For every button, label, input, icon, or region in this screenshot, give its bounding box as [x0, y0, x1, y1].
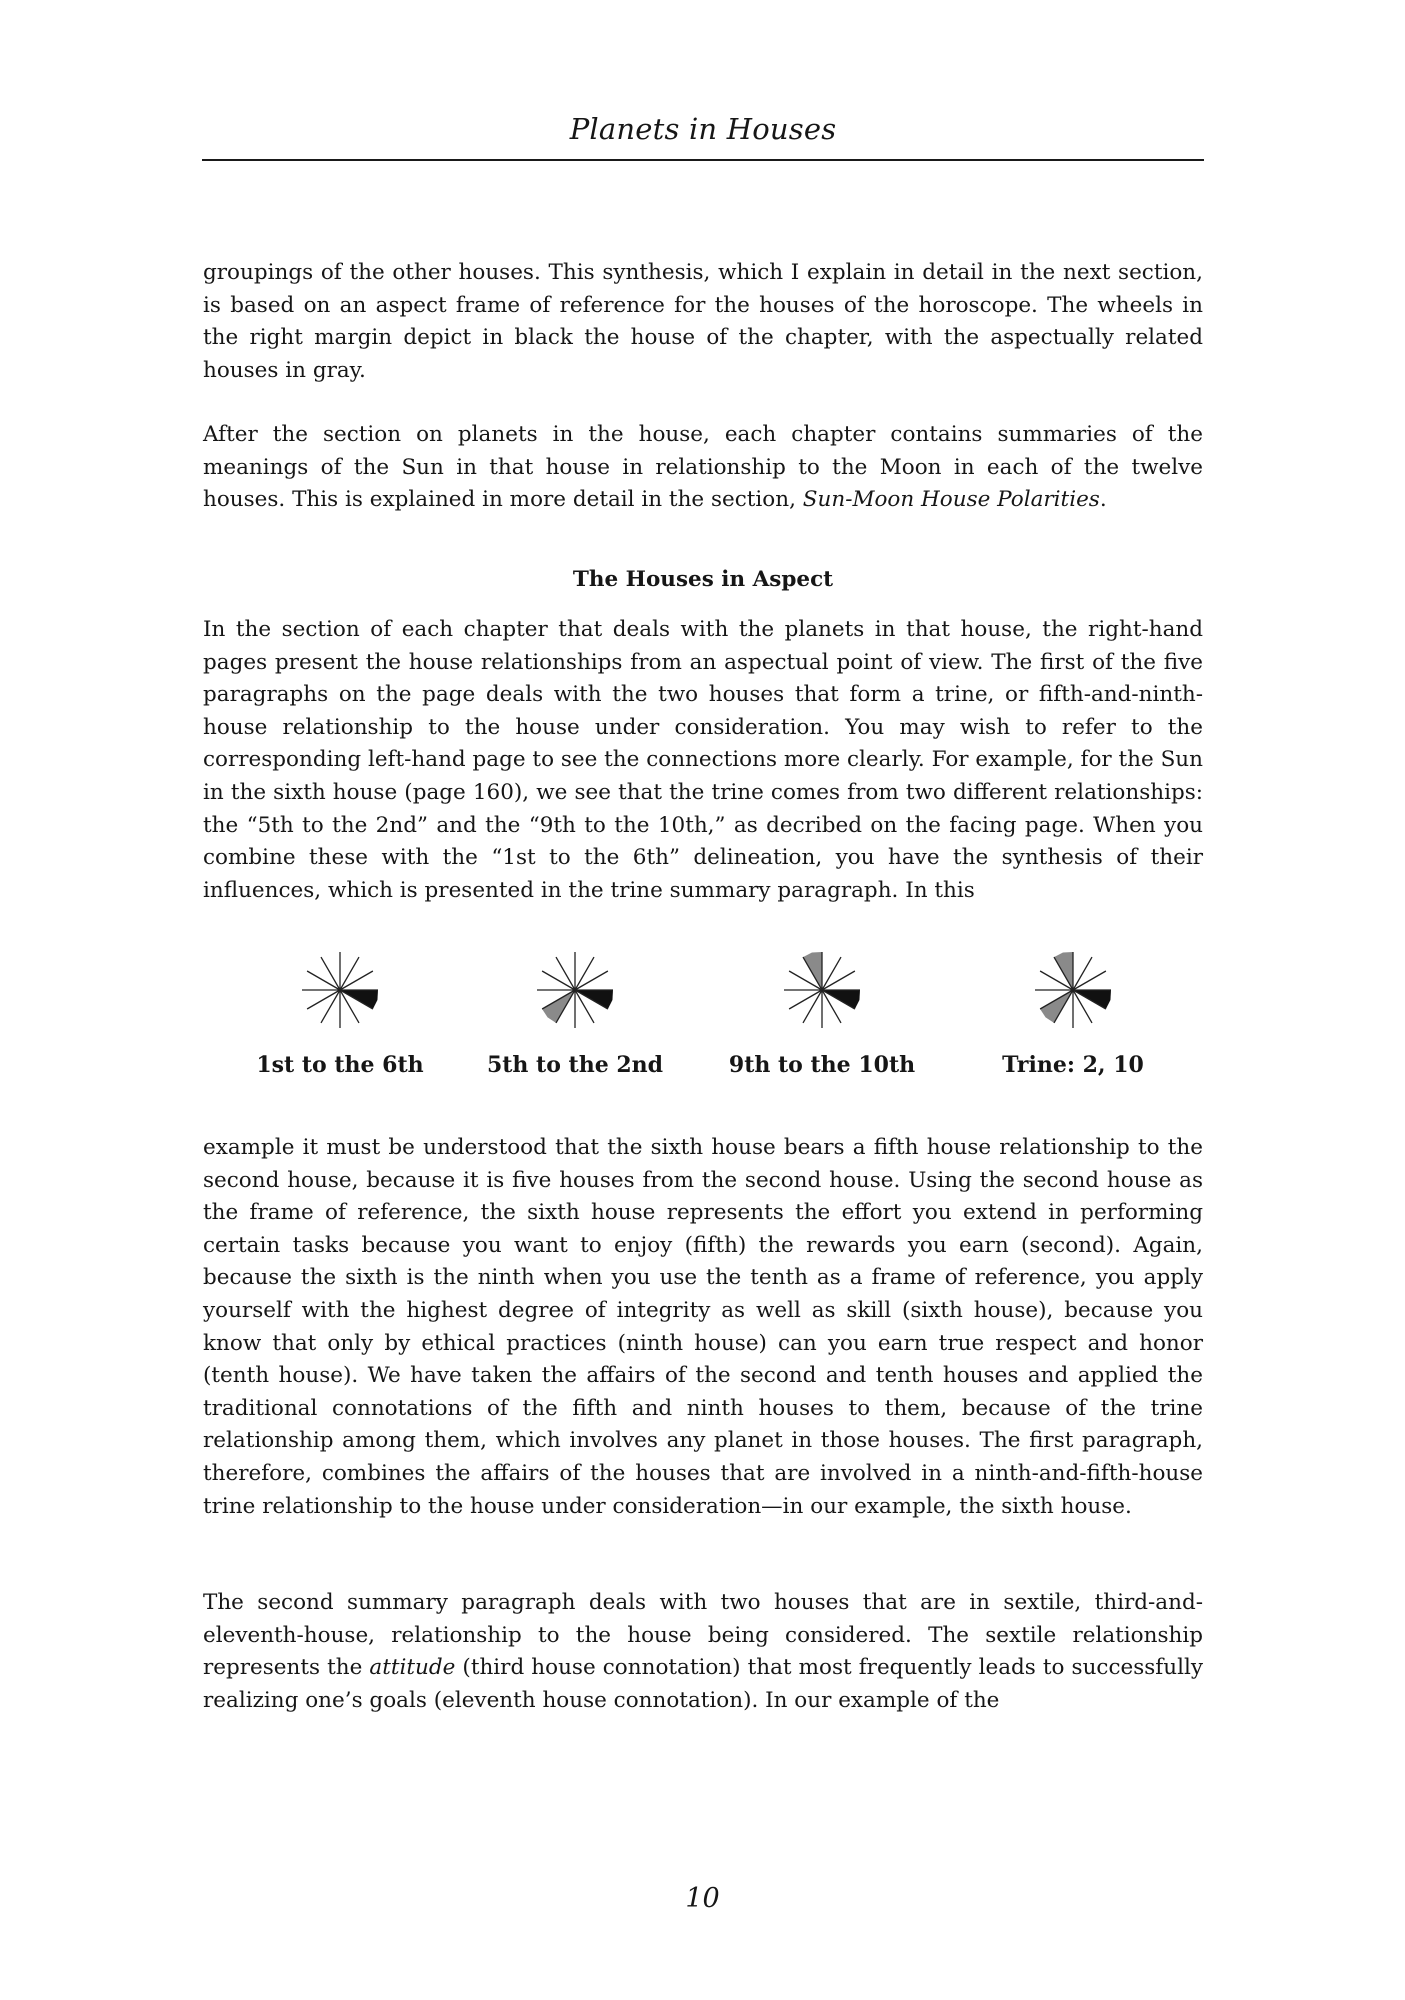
running-header: Planets in Houses: [569, 112, 837, 146]
wheel-3-icon: [777, 945, 867, 1035]
house-wheel-4: [993, 945, 1153, 1095]
paragraph-5-end: (third house connotation) that most frequently leads to successfully realizing one’s goals (eleventh house connotation). In our example of the: [203, 1655, 1203, 1713]
section-title: The Houses in Aspect: [572, 567, 834, 592]
wheel-4-label: Trine: 2, 10: [1002, 1052, 1144, 1078]
house-wheel-2: [486, 945, 664, 1095]
house-wheel-1: [256, 945, 424, 1095]
wheel-2-icon: [530, 945, 620, 1035]
wheel-1-label: 1st to the 6th: [256, 1052, 424, 1078]
paragraph-5-emphasis: attitude: [369, 1655, 456, 1681]
wheel-3-label: 9th to the 10th: [728, 1052, 916, 1078]
page-number: 10: [685, 1883, 720, 1914]
paragraph-2: [203, 419, 1203, 517]
wheel-4-icon: [1028, 945, 1118, 1035]
paragraph-2-emphasis: Sun-Moon House Polarities: [802, 487, 1100, 513]
paragraph-5: [203, 1587, 1203, 1717]
wheel-2-label: 5th to the 2nd: [486, 1052, 664, 1078]
paragraph-5-text: The second summary paragraph deals with two houses that are in sextile, third-and-eleventh-house, relationship to the house being considered. The sextile relationship represents the: [203, 1590, 1203, 1681]
paragraph-3: In the section of each chapter that deals with the planets in that house, the right-hand pages present the house relationships from an aspectual point of view. The first of the five paragraphs on the page deals with the two houses that form a trine, or fifth-and-ninth-house relationship to the house under consideration. You may wish to refer to the corresponding left-hand page to see the connections more clearly. For example, for the Sun in the sixth house (page 160), we see that the trine comes from two different relationships: the “5th to the 2nd” and the “9th to the 10th,” as decribed on the facing page. When you combine these with the “1st to the 6th” delineation, you have the synthesis of their influences, which is presented in the trine summary paragraph. In this: [203, 617, 1203, 903]
house-wheels-figure: [0, 945, 1405, 1095]
paragraph-1: groupings of the other houses. This synthesis, which I explain in detail in the next section, is based on an aspect frame of reference for the houses of the horoscope. The wheels in the right margin depict in black the house of the chapter, with the aspectually related houses in gray.: [203, 260, 1203, 383]
header-rule: [202, 159, 1204, 161]
paragraph-4: example it must be understood that the sixth house bears a fifth house relationship to the second house, because it is five houses from the second house. Using the second house as the frame of reference, the sixth house represents the effort you extend in performing certain tasks because you want to enjoy (fifth) the rewards you earn (second). Again, because the sixth is the ninth when you use the tenth as a frame of reference, you apply yourself with the highest degree of integrity as well as skill (sixth house), because you know that only by ethical practices (ninth house) can you earn true respect and honor (tenth house). We have taken the affairs of the second and tenth houses and applied the traditional connotations of the fifth and ninth houses to them, because of the trine relationship among them, which involves any planet in those houses. The first paragraph, therefore, combines the affairs of the houses that are involved in a ninth-and-fifth-house trine relationship to the house under consideration—in our example, the sixth house.: [203, 1135, 1203, 1519]
paragraph-2-end: .: [1099, 487, 1107, 513]
paragraph-2-text: After the section on planets in the house, each chapter contains summaries of the meanings of the Sun in that house in relationship to the Moon in each of the twelve houses. This is explained in more detail in the section,: [203, 422, 1203, 513]
house-wheel-3: [728, 945, 916, 1095]
wheel-1-icon: [295, 945, 385, 1035]
